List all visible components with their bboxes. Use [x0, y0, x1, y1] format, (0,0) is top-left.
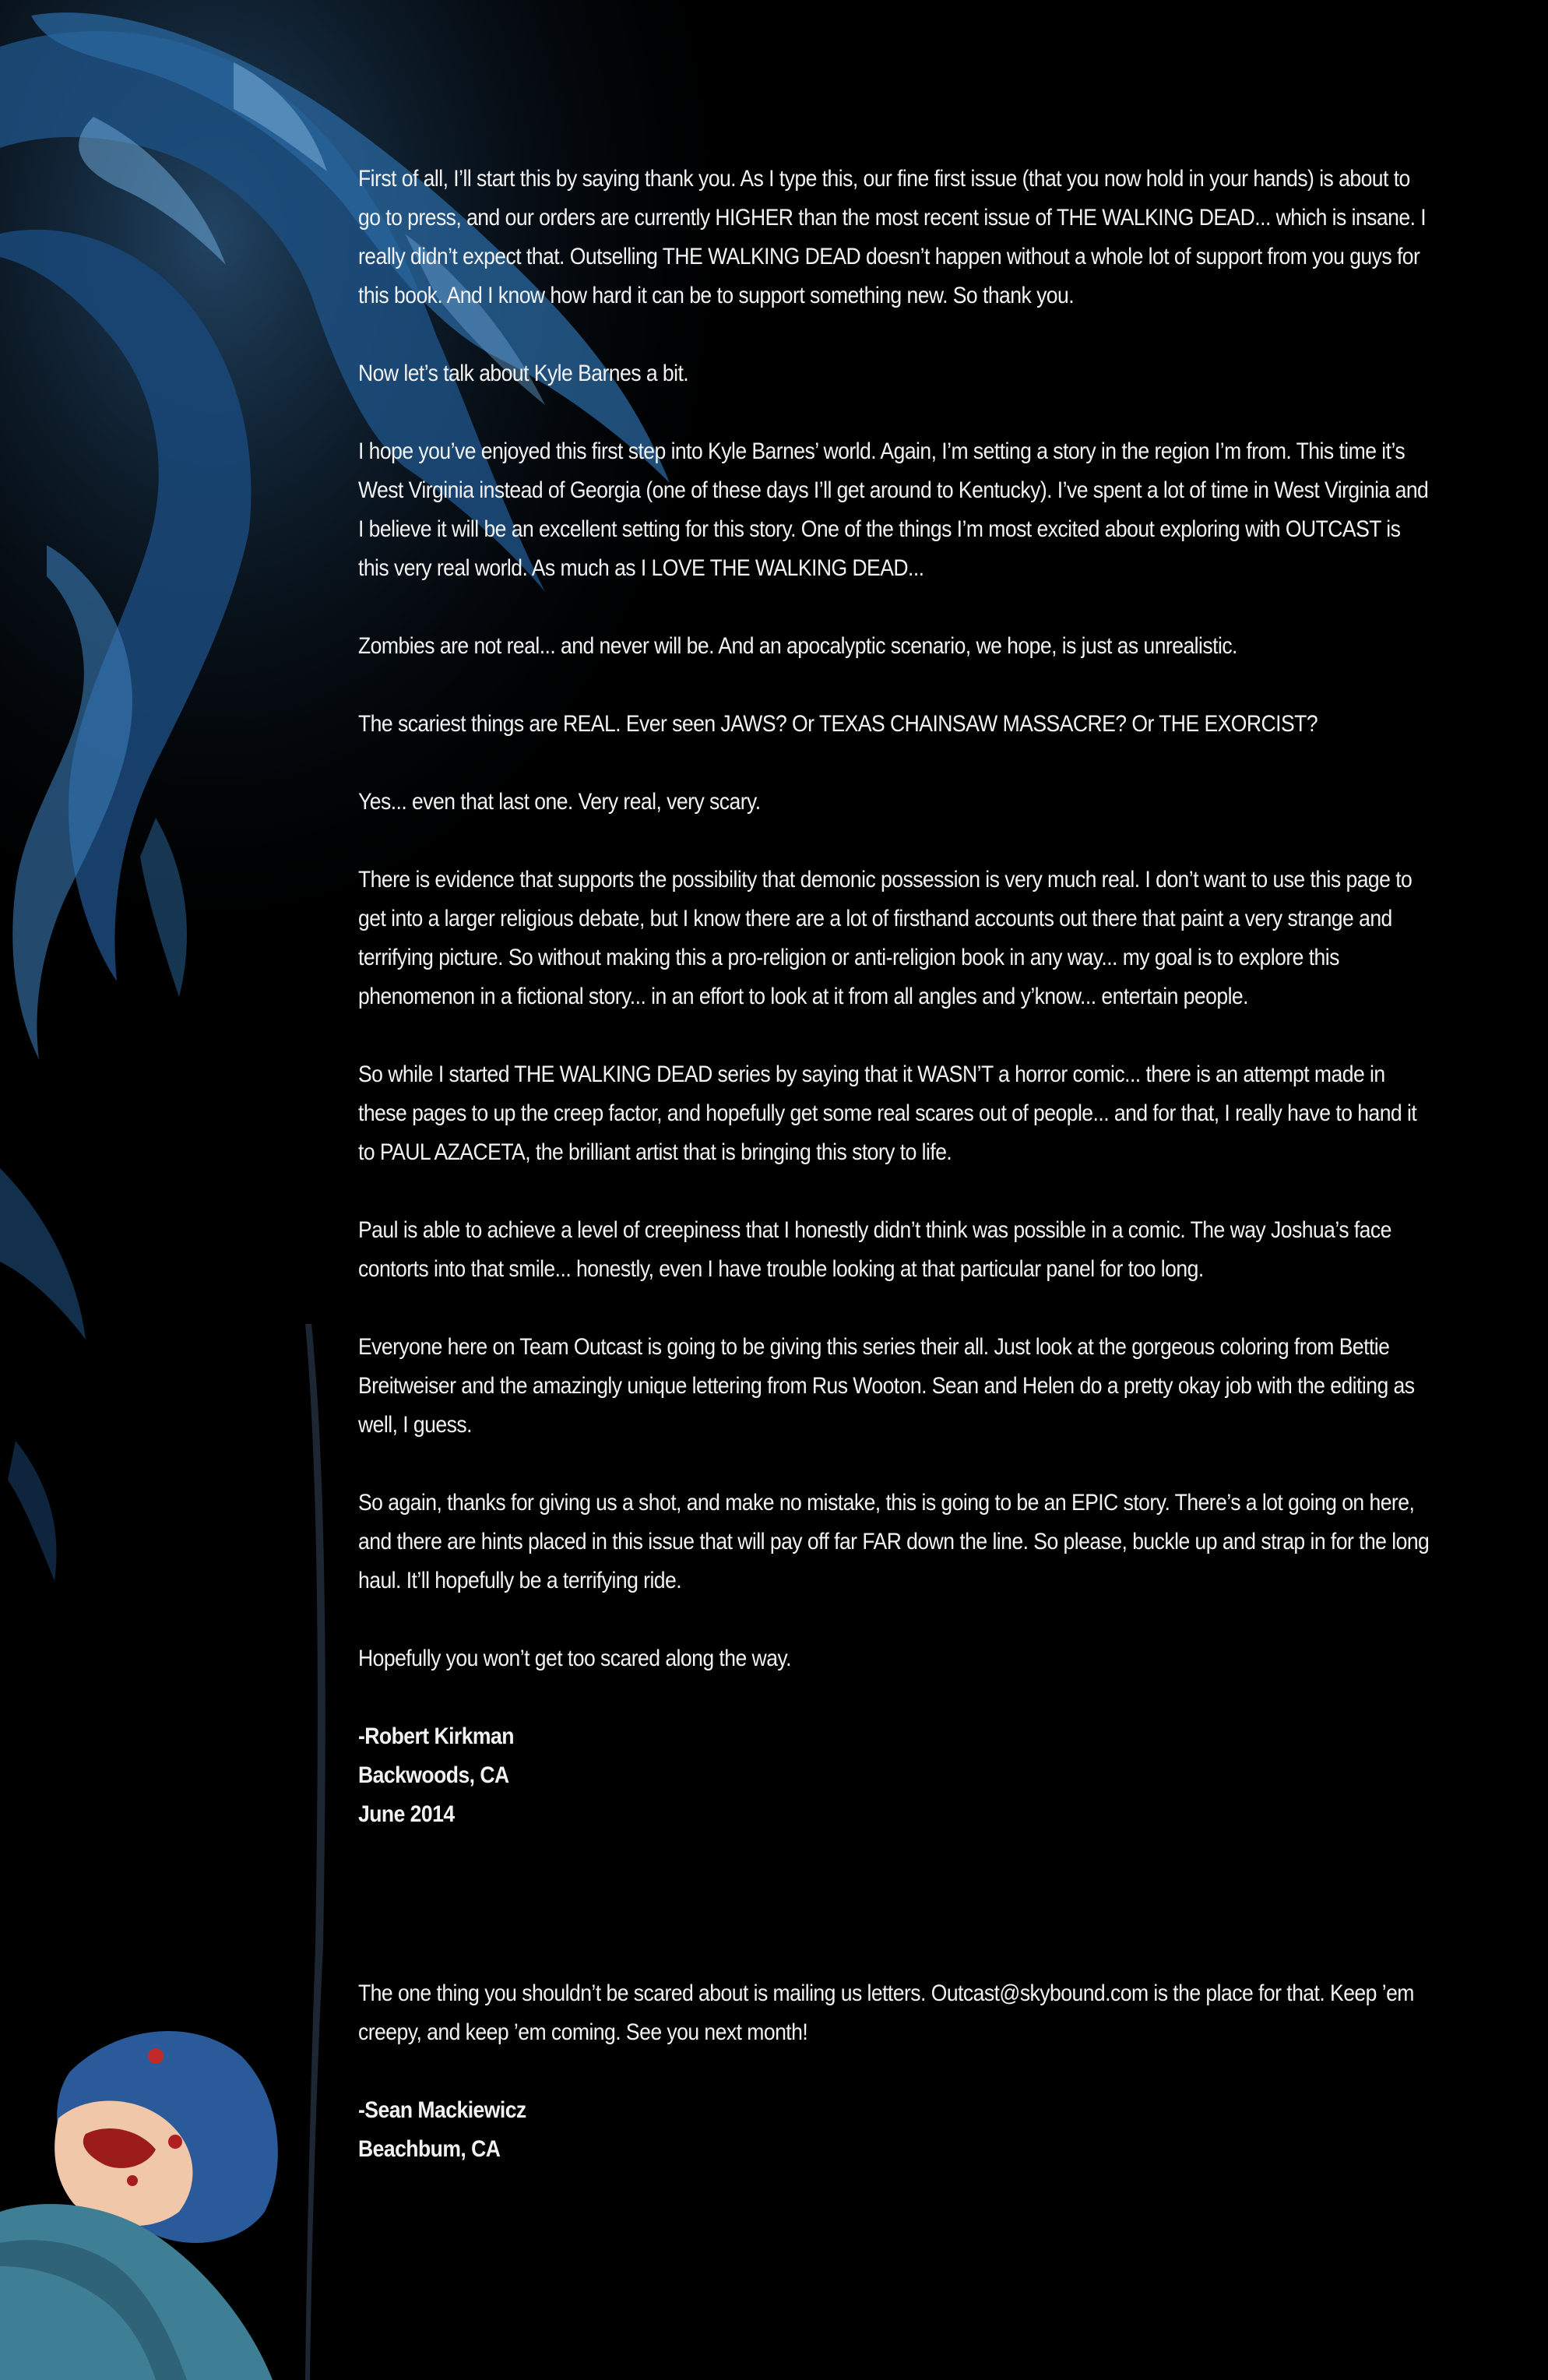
letter-column	[358, 160, 1430, 2208]
letter-paragraph-9: Paul is able to achieve a level of creepiness that I honestly didn’t think was possible in a comic. The way Joshua’s face contorts into that smile... honestly, even I have trouble looking at that particular panel for too long.	[358, 1217, 1391, 1282]
section-spacer	[358, 1873, 1430, 1974]
editor-name: -Sean Mackiewicz	[358, 2097, 526, 2123]
letter-paragraph-5: The scariest things are REAL. Ever seen JAWS? Or TEXAS CHAINSAW MASSACRE? Or THE EXORCIST?	[358, 711, 1318, 737]
letter-paragraph-10: Everyone here on Team Outcast is going to be giving this series their all. Just look at the gorgeous coloring from Bettie Breitweiser and the amazingly unique lettering from Rus Wooton. Sean and Helen do a pretty okay job with the editing as well, I guess.	[358, 1334, 1415, 1438]
letter-paragraph-12: Hopefully you won’t get too scared along the way.	[358, 1646, 792, 1671]
editor-note: The one thing you shouldn’t be scared about is mailing us letters. Outcast@skybound.com is the place for that. Keep ’em creepy, and keep ’em coming. See you next month!	[358, 1980, 1414, 2045]
letter-paragraph-1: First of all, I’ll start this by saying thank you. As I type this, our fine first issue (that you now hold in your hands) is about to go to press, and our orders are currently HIGHER than the most recent issue of THE WALKING DEAD... which is insane. I really didn’t expect that. Outselling THE WALKING DEAD doesn’t happen without a whole lot of support from you guys for this book. And I know how hard it can be to support something new. So thank you.	[358, 166, 1427, 308]
author-location: Backwoods, CA	[358, 1762, 509, 1788]
letter-paragraph-11: So again, thanks for giving us a shot, and make no mistake, this is going to be an EPIC story. There’s a lot going on here, and there are hints placed in this issue that will pay off far FAR down the line. So please, buckle up and strap in for the long haul. It’ll hopefully be a terrifying ride.	[358, 1490, 1430, 1593]
editor-signature	[358, 2091, 1430, 2169]
letter-paragraph-4: Zombies are not real... and never will be. And an apocalyptic scenario, we hope, is just as unrealistic.	[358, 633, 1237, 659]
letter-paragraph-3: I hope you’ve enjoyed this first step into Kyle Barnes’ world. Again, I’m setting a story in the region I’m from. This time it’s West Virginia instead of Georgia (one of these days I’ll get around to Kentucky). I’ve spent a lot of time in West Virginia and I believe it will be an excellent setting for this story. One of the things I’m most excited about exploring with OUTCAST is this very real world. As much as I LOVE THE WALKING DEAD...	[358, 438, 1429, 581]
letter-paragraph-7: There is evidence that supports the possibility that demonic possession is very much real. I don’t want to use this page to get into a larger religious debate, but I know there are a lot of firsthand accounts out there that paint a very strange and terrifying picture. So without making this a pro-religion or anti-religion book in any way... my goal is to explore this phenomenon in a fictional story... in an effort to look at it from all angles and y’know... entertain people.	[358, 867, 1413, 1009]
editor-location: Beachbum, CA	[358, 2136, 501, 2162]
possessed-boy-illustration	[0, 2031, 278, 2380]
letter-paragraph-2: Now let’s talk about Kyle Barnes a bit.	[358, 361, 689, 386]
author-name: -Robert Kirkman	[358, 1723, 514, 1749]
author-date: June 2014	[358, 1801, 455, 1827]
author-signature	[358, 1717, 1430, 1834]
letter-paragraph-8: So while I started THE WALKING DEAD series by saying that it WASN’T a horror comic... there is an attempt made in these pages to up the creep factor, and hopefully get some real scares out of people... and for that, I really have to hand it to PAUL AZACETA, the brilliant artist that is bringing this story to life.	[358, 1061, 1417, 1165]
letter-paragraph-6: Yes... even that last one. Very real, very scary.	[358, 789, 761, 815]
